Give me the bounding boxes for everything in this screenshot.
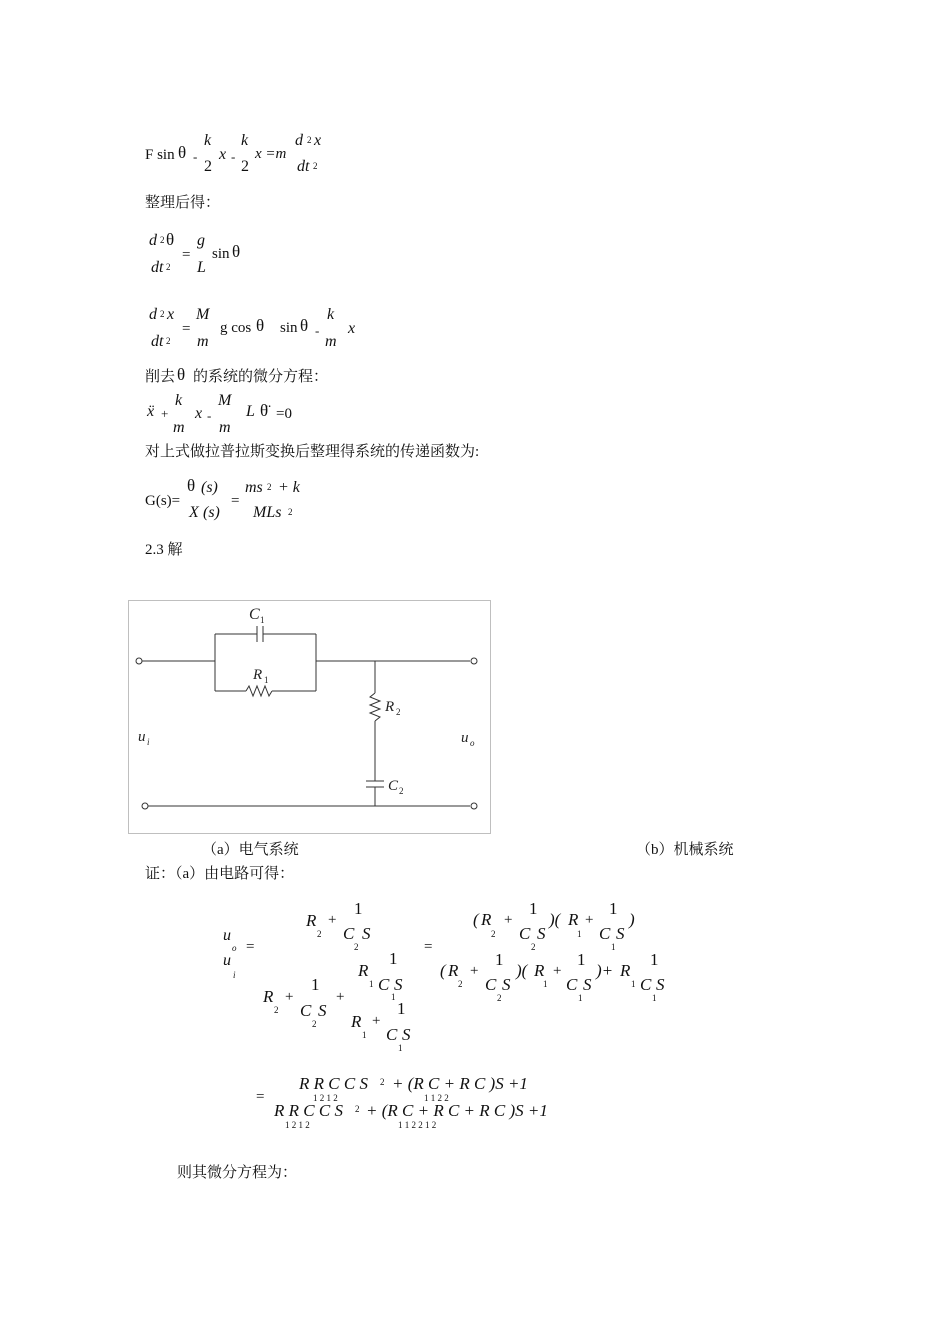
eq3-sin: sin xyxy=(280,320,298,336)
eq6-r-C4: C xyxy=(566,975,578,994)
eq6-eq1: = xyxy=(246,939,255,955)
text-laplace: 对上式做拉普拉斯变换后整理得系统的传递函数为: xyxy=(145,444,480,460)
eq1-sup2: 2 xyxy=(313,161,318,171)
eq6-r-S1: S xyxy=(537,924,546,943)
label-ui-sub: i xyxy=(147,737,150,747)
eq5-plusk: + k xyxy=(278,479,300,496)
eq6-l-S3: S xyxy=(318,1001,327,1020)
eq2-sup2: 2 xyxy=(166,262,171,272)
eq1-xnum: x xyxy=(314,132,322,149)
eq6-r-one5: 1 xyxy=(650,950,659,969)
eq6-i: i xyxy=(233,970,236,980)
eq7-den: R R C C S xyxy=(274,1101,343,1120)
eq7-eq: = xyxy=(256,1089,265,1105)
eq1-two1: 2 xyxy=(204,158,212,175)
eq5-s1: (s) xyxy=(201,479,218,496)
eq3-gcos: g cos xyxy=(220,320,252,336)
eq4-M: M xyxy=(218,392,232,409)
eq6-l-R2-sub: 2 xyxy=(317,929,322,939)
label-ui: u xyxy=(138,729,146,745)
eq6-r-R1c: R xyxy=(620,961,631,980)
eq1-fsin: F sin xyxy=(145,147,175,163)
eq6-r-rp1: ) xyxy=(629,910,635,929)
eq4-minus: - xyxy=(207,408,212,423)
eq6-r-sub3: 2 xyxy=(497,993,502,1003)
eq6-l-one1: 1 xyxy=(354,899,363,918)
xiaoqu-theta: θ xyxy=(177,365,186,384)
eq6-l-R2: R xyxy=(306,911,317,930)
eq1-minus2: - xyxy=(231,149,236,164)
eq2-d: d xyxy=(149,232,157,249)
eq5-eq: = xyxy=(231,493,240,509)
eq6-r-one4: 1 xyxy=(577,950,586,969)
eq6-l-one3: 1 xyxy=(311,975,320,994)
eq6-r-plus3: + xyxy=(470,963,479,979)
eq2-dt: dt xyxy=(151,259,164,276)
eq6-l-sub3: 2 xyxy=(312,1019,317,1029)
eq6-l-plus2: + xyxy=(285,989,294,1005)
eq3-eq: = xyxy=(182,321,191,337)
eq6-l-one4: 1 xyxy=(397,999,406,1018)
eq3-x: x xyxy=(167,306,175,323)
eq7-sub-den: 1 2 1 2 xyxy=(285,1120,310,1130)
eq3-m1: m xyxy=(197,333,209,350)
label-uo: u xyxy=(461,730,469,746)
eq6-l-C3: C xyxy=(300,1001,312,1020)
eq6-l-R1b: R xyxy=(351,1012,362,1031)
eq3-d: d xyxy=(149,306,157,323)
eq7-num: R R C C S xyxy=(299,1074,368,1093)
eq2-L: L xyxy=(197,259,206,276)
eq5-X: X xyxy=(189,504,199,521)
eq4-x: x xyxy=(195,405,203,422)
eq6-r-tail: )+ xyxy=(596,961,614,980)
eq6-r-S4: S xyxy=(583,975,592,994)
eq7-sub-den2: 1 1 2 2 1 2 xyxy=(398,1120,437,1130)
eq6-r-lp2: ( xyxy=(440,961,446,980)
eq6-l-C1: C xyxy=(343,924,355,943)
eq1-minus1: - xyxy=(193,149,198,164)
eq5-s2: (s) xyxy=(203,504,220,521)
eq3-m2: m xyxy=(325,333,337,350)
eq7-den-sup: 2 xyxy=(355,1104,360,1114)
eq6-r-R1b-sub: 1 xyxy=(543,979,548,989)
label-r2-sub: 2 xyxy=(396,707,401,717)
eq6-l-sub4: 1 xyxy=(398,1043,403,1053)
caption-b: （b）机械系统 xyxy=(636,842,734,858)
xiaoqu-a: 削去 xyxy=(145,369,176,385)
eq6-l-sub1: 2 xyxy=(354,942,359,952)
eq6-l-S2: S xyxy=(394,975,403,994)
eq6-r-sub2: 1 xyxy=(611,942,616,952)
circuit-figure xyxy=(128,600,491,834)
eq6-r-R2-sub: 2 xyxy=(491,929,496,939)
eq4-m2: m xyxy=(219,419,231,436)
caption-a: （a）电气系统 xyxy=(202,842,299,858)
eq1-k1: k xyxy=(204,132,212,149)
eq3-x2: x xyxy=(348,320,356,337)
eq5-sup: 2 xyxy=(267,482,272,492)
eq6-r-one2: 1 xyxy=(609,899,618,918)
eq4-eq0: =0 xyxy=(276,406,292,422)
eq1-x1: x xyxy=(219,146,227,163)
eq6-l-plus4: + xyxy=(372,1013,381,1029)
label-c2: C xyxy=(388,778,399,794)
eq6-r-plus1: + xyxy=(504,912,513,928)
eq6-r-R1b: R xyxy=(534,961,545,980)
eq4-thetadd: θ̈ xyxy=(260,401,269,420)
label-r1-sub: 1 xyxy=(264,675,269,685)
terminal-out-bottom xyxy=(471,803,477,809)
label-c1-sub: 1 xyxy=(260,615,265,625)
eq6-r-S5: S xyxy=(656,975,665,994)
eq2-theta2: θ xyxy=(232,242,241,261)
terminal-in-bottom xyxy=(142,803,148,809)
eq6-l-S4: S xyxy=(402,1025,411,1044)
circuit-diagram xyxy=(129,601,490,833)
eq2-theta: θ xyxy=(166,230,175,249)
eq6-r-one3: 1 xyxy=(495,950,504,969)
eq3-dt: dt xyxy=(151,333,164,350)
eq6-r-R2b-sub: 2 xyxy=(458,979,463,989)
eq4-xdd: ẍ xyxy=(147,403,155,420)
eq5-G: G(s)= xyxy=(145,493,181,509)
eq4-plus: + xyxy=(161,406,169,421)
text-weifen: 则其微分方程为： xyxy=(177,1165,298,1181)
eq6-r-C1: C xyxy=(519,924,531,943)
eq5-MLs: MLs xyxy=(253,504,282,521)
eq6-r-sub5: 1 xyxy=(652,993,657,1003)
eq5-ms: ms xyxy=(245,479,263,496)
eq1-sup: 2 xyxy=(307,135,312,145)
label-c2-sub: 2 xyxy=(399,786,404,796)
eq6-u2: u xyxy=(223,952,231,969)
r2-zigzag xyxy=(370,693,380,721)
eq3-minus: - xyxy=(315,323,320,338)
eq6-l-R2b: R xyxy=(263,987,274,1006)
eq4-L: L xyxy=(246,403,255,420)
eq6-l-R1: R xyxy=(358,961,369,980)
eq7-sub-num: 1 2 1 2 xyxy=(313,1093,338,1103)
eq1-d: d xyxy=(295,132,303,149)
label-uo-sub: o xyxy=(470,738,475,748)
eq2-g: g xyxy=(197,232,205,249)
eq3-k: k xyxy=(327,306,335,323)
eq7-den-rest: + (R C + R C + R C )S +1 xyxy=(366,1101,548,1120)
eq4-k: k xyxy=(175,392,183,409)
eq6-r-C3: C xyxy=(485,975,497,994)
eq6-l-R1b-sub: 1 xyxy=(362,1030,367,1040)
eq6-r-R1-sub: 1 xyxy=(577,929,582,939)
text-zheng: 证：（a）由电路可得： xyxy=(145,866,295,882)
eq6-r-sub4: 1 xyxy=(578,993,583,1003)
eq6-r-one1: 1 xyxy=(529,899,538,918)
text-zhengli: 整理后得： xyxy=(145,195,221,211)
eq6-r-R2b: R xyxy=(448,961,459,980)
eq1-x-eq-m: x =m xyxy=(255,146,287,162)
eq6-r-R1c-sub: 1 xyxy=(631,979,636,989)
eq6-r-C5: C xyxy=(640,975,652,994)
eq6-r-lp1: ( xyxy=(473,910,479,929)
eq6-u1: u xyxy=(223,927,231,944)
eq5-theta: θ xyxy=(187,476,196,495)
label-r1: R xyxy=(253,667,263,683)
eq6-l-one2: 1 xyxy=(389,949,398,968)
eq3-sup: 2 xyxy=(160,309,165,319)
r1-zigzag xyxy=(246,686,272,696)
eq1-two2: 2 xyxy=(241,158,249,175)
xiaoqu-b: 的系统的微分方程： xyxy=(193,369,329,385)
eq6-l-R1-sub: 1 xyxy=(369,979,374,989)
eq7-num-rest: + (R C + R C )S +1 xyxy=(392,1074,528,1093)
eq1-theta: θ xyxy=(178,143,187,162)
eq1-k2: k xyxy=(241,132,249,149)
eq6-l-plus1: + xyxy=(328,912,337,928)
eq6-r-mid1: )( xyxy=(549,910,561,929)
label-c1: C xyxy=(249,606,260,623)
eq6-l-C4: C xyxy=(386,1025,398,1044)
eq6-l-sub2: 1 xyxy=(391,992,396,1002)
eq6-r-C2: C xyxy=(599,924,611,943)
eq6-r-plus4: + xyxy=(553,963,562,979)
eq3-theta: θ xyxy=(256,316,265,335)
eq2-sup: 2 xyxy=(160,235,165,245)
eq6-l-S1: S xyxy=(362,924,371,943)
eq6-o: o xyxy=(232,943,237,953)
eq3-theta2: θ xyxy=(300,316,309,335)
eq4-m1: m xyxy=(173,419,185,436)
eq6-l-R2b-sub: 2 xyxy=(274,1005,279,1015)
eq3-sup2: 2 xyxy=(166,336,171,346)
eq7-sub-num2: 1 1 2 2 xyxy=(424,1093,449,1103)
text-section-23: 2.3 解 xyxy=(145,542,183,558)
terminal-in-top xyxy=(136,658,142,664)
eq3-M: M xyxy=(196,306,210,323)
eq2-eq: = xyxy=(182,247,191,263)
eq6-r-plus2: + xyxy=(585,912,594,928)
eq5-sup2: 2 xyxy=(288,507,293,517)
terminal-out-top xyxy=(471,658,477,664)
label-r2: R xyxy=(385,699,395,715)
eq6-r-R2: R xyxy=(481,910,492,929)
eq6-r-mid2: )( xyxy=(516,961,528,980)
eq6-l-C2: C xyxy=(378,975,390,994)
eq6-l-plus3: + xyxy=(336,989,345,1005)
eq6-r-S2: S xyxy=(616,924,625,943)
eq6-r-sub1: 2 xyxy=(531,942,536,952)
eq6-eq2: = xyxy=(424,939,433,955)
eq6-r-R1: R xyxy=(568,910,579,929)
eq1-dt: dt xyxy=(297,158,310,175)
eq7-num-sup: 2 xyxy=(380,1077,385,1087)
eq6-r-S3: S xyxy=(502,975,511,994)
eq2-sin: sin xyxy=(212,246,230,262)
